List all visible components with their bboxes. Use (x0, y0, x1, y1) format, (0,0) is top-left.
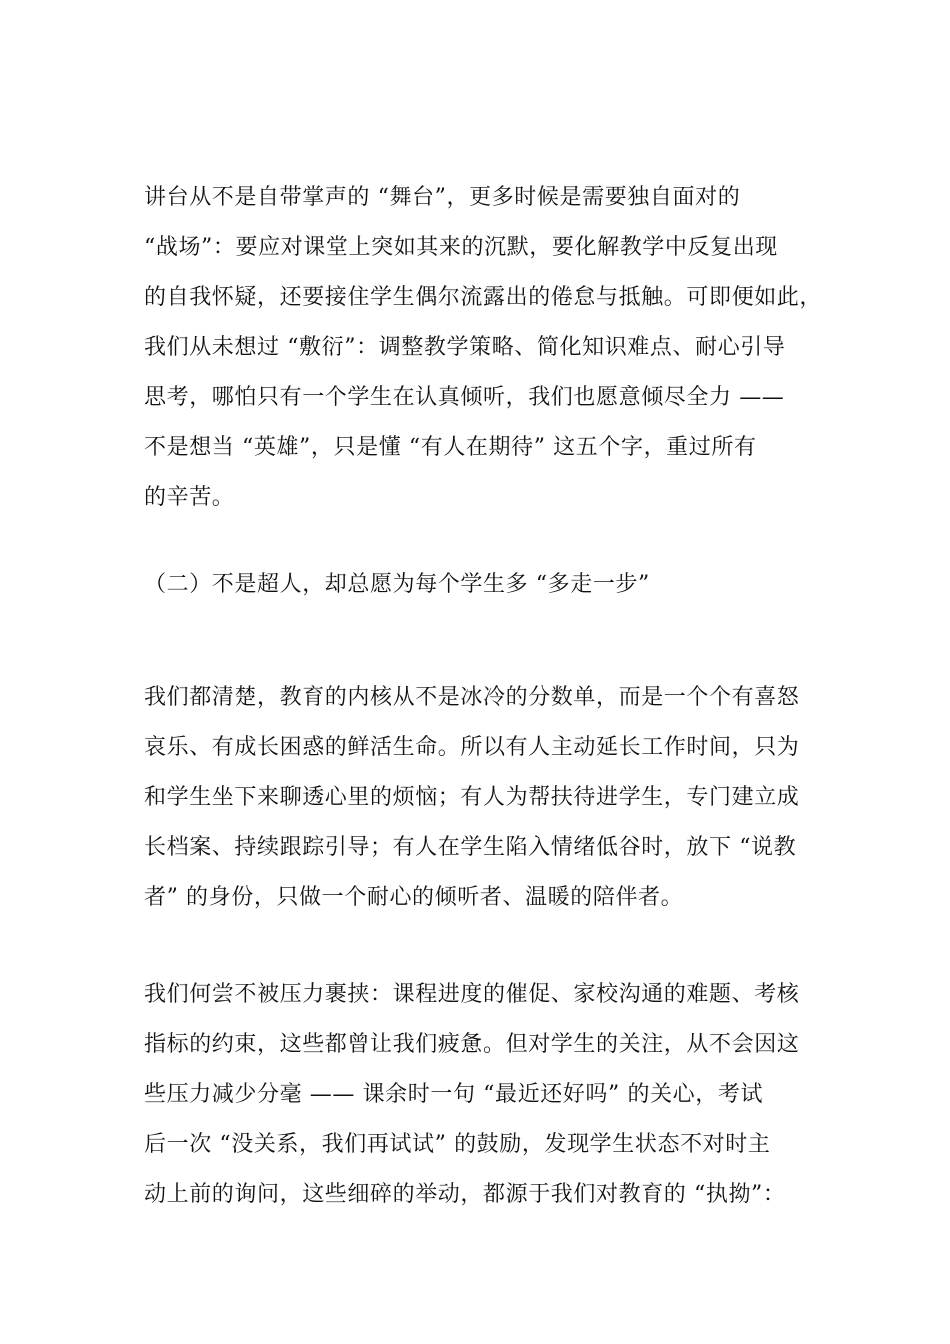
section-heading (144, 560, 808, 610)
paragraph-line: 我们从未想过 “敷衍”：调整教学策略、简化知识难点、耐心引导 (144, 335, 786, 360)
paragraph-line: 指标的约束，这些都曾让我们疲惫。但对学生的关注，从不会因这 (144, 1032, 800, 1057)
paragraph-line: “战场”：要应对课堂上突如其来的沉默，要化解教学中反复出现 (144, 235, 778, 260)
paragraph-line: 讲台从不是自带掌声的 “舞台”，更多时候是需要独自面对的 (144, 185, 741, 210)
paragraph-1 (144, 173, 823, 523)
paragraph-line: 的辛苦。 (144, 485, 235, 510)
paragraph-line: 哀乐、有成长困惑的鲜活生命。所以有人主动延长工作时间，只为 (144, 735, 800, 760)
paragraph-line: 者” 的身份，只做一个耐心的倾听者、温暖的陪伴者。 (144, 885, 684, 910)
paragraph-line: 的自我怀疑，还要接住学生偶尔流露出的倦怠与抵触。可即便如此， (144, 285, 823, 310)
paragraph-line: 长档案、持续跟踪引导；有人在学生陷入情绪低谷时，放下 “说教 (144, 835, 797, 860)
paragraph-line: 不是想当 “英雄”，只是懂 “有人在期待” 这五个字，重过所有 (144, 435, 757, 460)
paragraph-line: 思考，哪怕只有一个学生在认真倾听，我们也愿意倾尽全力 —— (144, 385, 785, 410)
paragraph-line: 和学生坐下来聊透心里的烦恼；有人为帮扶待进学生，专门建立成 (144, 785, 800, 810)
paragraph-line: 我们都清楚，教育的内核从不是冰冷的分数单，而是一个个有喜怒 (144, 685, 800, 710)
paragraph-line: 动上前的询问，这些细碎的举动，都源于我们对教育的 “执拗”： (144, 1182, 786, 1207)
paragraph-line: 我们何尝不被压力裹挟：课程进度的催促、家校沟通的难题、考核 (144, 982, 800, 1007)
paragraph-2 (144, 673, 808, 923)
paragraph-line: 后一次 “没关系，我们再试试” 的鼓励，发现学生状态不对时主 (144, 1132, 771, 1157)
paragraph-line: 些压力减少分毫 —— 课余时一句 “最近还好吗” 的关心，考试 (144, 1082, 764, 1107)
section-heading-text: （二）不是超人，却总愿为每个学生多 “多走一步” (144, 572, 650, 597)
paragraph-3 (144, 970, 808, 1220)
